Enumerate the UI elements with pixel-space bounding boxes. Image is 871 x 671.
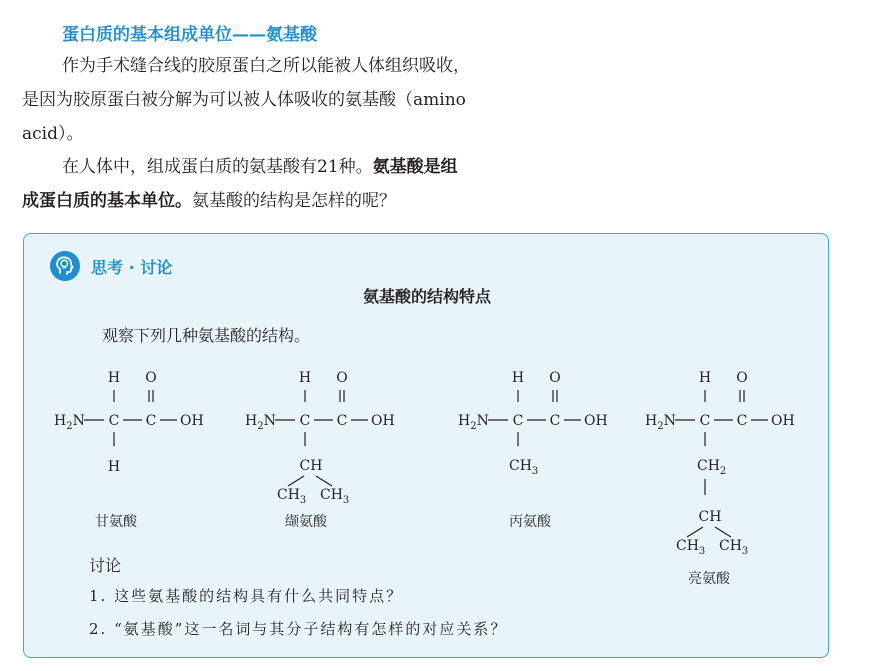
paragraph-text: 氨基酸的结构是怎样的呢？	[192, 191, 396, 211]
atom-text: CH	[277, 487, 300, 503]
subscript: 3	[531, 466, 539, 477]
paragraph-line: acid）。	[22, 124, 84, 144]
amino-acid-name: 丙氨酸	[509, 514, 551, 530]
atom-text: CH	[509, 458, 532, 474]
structure-leucine	[645, 370, 795, 587]
atom-text: H	[645, 413, 658, 429]
atom-label: H	[511, 370, 525, 386]
atom-label	[320, 487, 349, 506]
atom-label: H	[107, 370, 121, 386]
atom-label: C	[512, 413, 524, 429]
atom-label: CH	[698, 509, 722, 525]
amino-acid-name: 亮氨酸	[688, 571, 730, 587]
atom-label: C	[145, 413, 157, 429]
atom-label	[719, 538, 748, 557]
atom-label: H	[698, 370, 712, 386]
subscript: 2	[66, 421, 73, 432]
subscript: 3	[741, 546, 749, 557]
atom-text: H	[458, 413, 471, 429]
atom-label: H	[298, 370, 312, 386]
atom-label: OH	[771, 413, 795, 429]
atom-text: CH	[697, 458, 720, 474]
atom-label: O	[549, 370, 561, 386]
atom-label: H	[107, 459, 121, 475]
bond	[288, 476, 304, 486]
atom-label: OH	[584, 413, 608, 429]
paragraph-line: 作为手术缝合线的胶原蛋白之所以能被人体组织吸收，	[62, 56, 470, 76]
atom-label: C	[736, 413, 748, 429]
paragraph-line	[22, 184, 458, 218]
box-heading: 氨基酸的结构特点	[362, 287, 491, 306]
atom-label: OH	[371, 413, 395, 429]
subscript: 3	[698, 546, 706, 557]
atom-label: C	[299, 413, 311, 429]
atom-text: N	[72, 413, 85, 429]
atom-label: O	[336, 370, 348, 386]
atom-label: C	[108, 413, 120, 429]
atom-text: CH	[719, 538, 742, 554]
emphasis-text: 氨基酸是组	[372, 157, 458, 177]
structure-glycine	[54, 370, 204, 530]
emphasis-text: 成蛋白质的基本单位。	[22, 191, 192, 211]
structure-alanine	[458, 370, 608, 530]
subscript: 2	[470, 421, 477, 432]
discussion-box	[23, 233, 829, 658]
atom-text: H	[54, 413, 67, 429]
bond	[316, 476, 332, 486]
subscript: 2	[657, 421, 664, 432]
subscript: 2	[719, 466, 727, 477]
atom-text: N	[263, 413, 276, 429]
question-item: 2. “氨基酸”这一名词与其分子结构有怎样的对应关系？	[89, 620, 508, 638]
atom-text: H	[245, 413, 258, 429]
discussion-title: 讨论	[89, 556, 122, 575]
atom-label	[645, 413, 676, 432]
question-item: 1. 这些氨基酸的结构具有什么共同特点？	[89, 587, 404, 605]
atom-label: C	[336, 413, 348, 429]
atom-text: N	[476, 413, 489, 429]
paragraph-amino-acids	[22, 150, 458, 218]
atom-text: CH	[676, 538, 699, 554]
atom-label: CH	[299, 458, 323, 474]
atom-label: O	[736, 370, 748, 386]
paragraph-collagen	[22, 49, 470, 151]
subscript: 3	[342, 495, 350, 506]
atom-text: CH	[320, 487, 343, 503]
subscript: 3	[299, 495, 307, 506]
atom-label	[509, 458, 538, 477]
atom-label	[676, 538, 705, 557]
amino-acid-name: 甘氨酸	[95, 514, 137, 530]
think-discuss-label: 思考 · 讨论	[91, 258, 173, 277]
atom-label	[54, 413, 85, 432]
atom-label: OH	[180, 413, 204, 429]
subscript: 2	[257, 421, 264, 432]
paragraph-line: 是因为胶原蛋白被分解为可以被人体吸收的氨基酸（amino	[22, 90, 466, 110]
amino-acid-structures	[24, 234, 830, 594]
atom-label: O	[145, 370, 157, 386]
atom-label	[277, 487, 306, 506]
instruction-text: 观察下列几种氨基酸的结构。	[102, 326, 311, 345]
atom-text: N	[663, 413, 676, 429]
atom-label	[458, 413, 489, 432]
paragraph-text: 在人体中，组成蛋白质的氨基酸有21种。	[62, 157, 373, 177]
section-title: 蛋白质的基本组成单位——氨基酸	[62, 25, 317, 45]
atom-label	[697, 458, 726, 477]
atom-label	[245, 413, 276, 432]
amino-acid-name: 缬氨酸	[285, 514, 327, 530]
bond	[687, 527, 703, 537]
structure-valine	[245, 370, 395, 530]
atom-label: C	[699, 413, 711, 429]
atom-label: C	[549, 413, 561, 429]
paragraph-line	[22, 150, 458, 184]
bond	[715, 527, 731, 537]
